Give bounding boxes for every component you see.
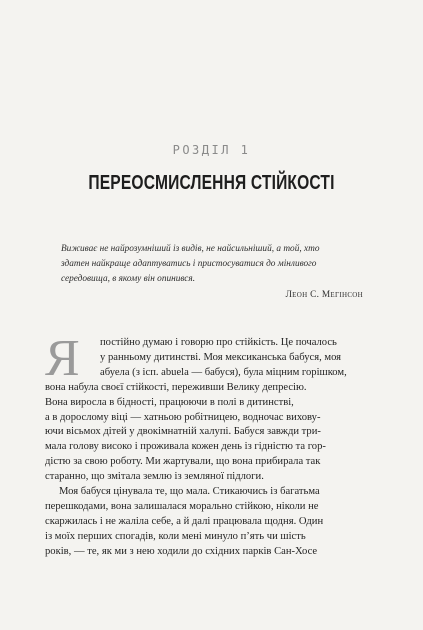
text-line: Моя бабуся цінувала те, що мала. Стикаючись із багатьма <box>59 486 320 498</box>
text-line: мала голову високо і проживала кожен день із гідністю та гор- <box>45 441 326 453</box>
epigraph-line: здатен найкраще адаптуватись і пристосуватися до мінливого <box>61 259 317 269</box>
epigraph-line: середовища, в якому він опинився. <box>61 274 196 284</box>
text-line: років, — те, як ми з нею ходили до східних парків Сан-Хосе <box>45 545 318 557</box>
text-line: дістю за свою роботу. Ми жартували, що вона прибирала так <box>45 456 321 468</box>
text-line: скаржилась і не жаліла себе, а й далі працювала щодня. Один <box>45 515 324 527</box>
paragraph-1 <box>45 330 375 485</box>
text-line: вона набула своєї стійкості, переживши Велику депресію. <box>45 381 307 393</box>
text-line: перешкодами, вона залишалася морально стійкою, ніколи не <box>45 500 319 512</box>
text-line: ючи вісьмох дітей у двокімнатній халупі. Бабуся завжди три- <box>45 426 321 438</box>
body-text <box>45 330 375 560</box>
epigraph-quote <box>61 242 367 287</box>
text-line: абуела (з ісп. abuela — бабуся), була міцним горішком, <box>100 366 347 378</box>
text-line: із моїх перших спогадів, коли мені минуло п’ять чи шість <box>45 530 306 542</box>
text-line: у ранньому дитинстві. Моя мексиканська бабуся, моя <box>100 351 342 363</box>
drop-cap: Я <box>45 330 80 387</box>
text-line: а в дорослому віці — хатньою робітницею, водночас вихову- <box>45 411 321 423</box>
chapter-title: ПЕРЕОСМИСЛЕННЯ СТІЙКОСТІ <box>88 172 335 194</box>
epigraph-author: Леон С. Мегінсон <box>285 290 363 300</box>
text-line: постійно думаю і говорю про стійкість. Це почалось <box>100 337 337 348</box>
paragraph-2 <box>45 485 375 560</box>
epigraph-line: Виживає не найрозумніший із видів, не найсильніший, а той, хто <box>61 244 320 254</box>
chapter-label: РОЗДІЛ 1 <box>172 143 251 157</box>
text-line: Вона виросла в бідності, працюючи в полі в дитинстві, <box>45 396 294 408</box>
text-line: старанно, що змітала землю із земляної підлоги. <box>45 471 264 483</box>
